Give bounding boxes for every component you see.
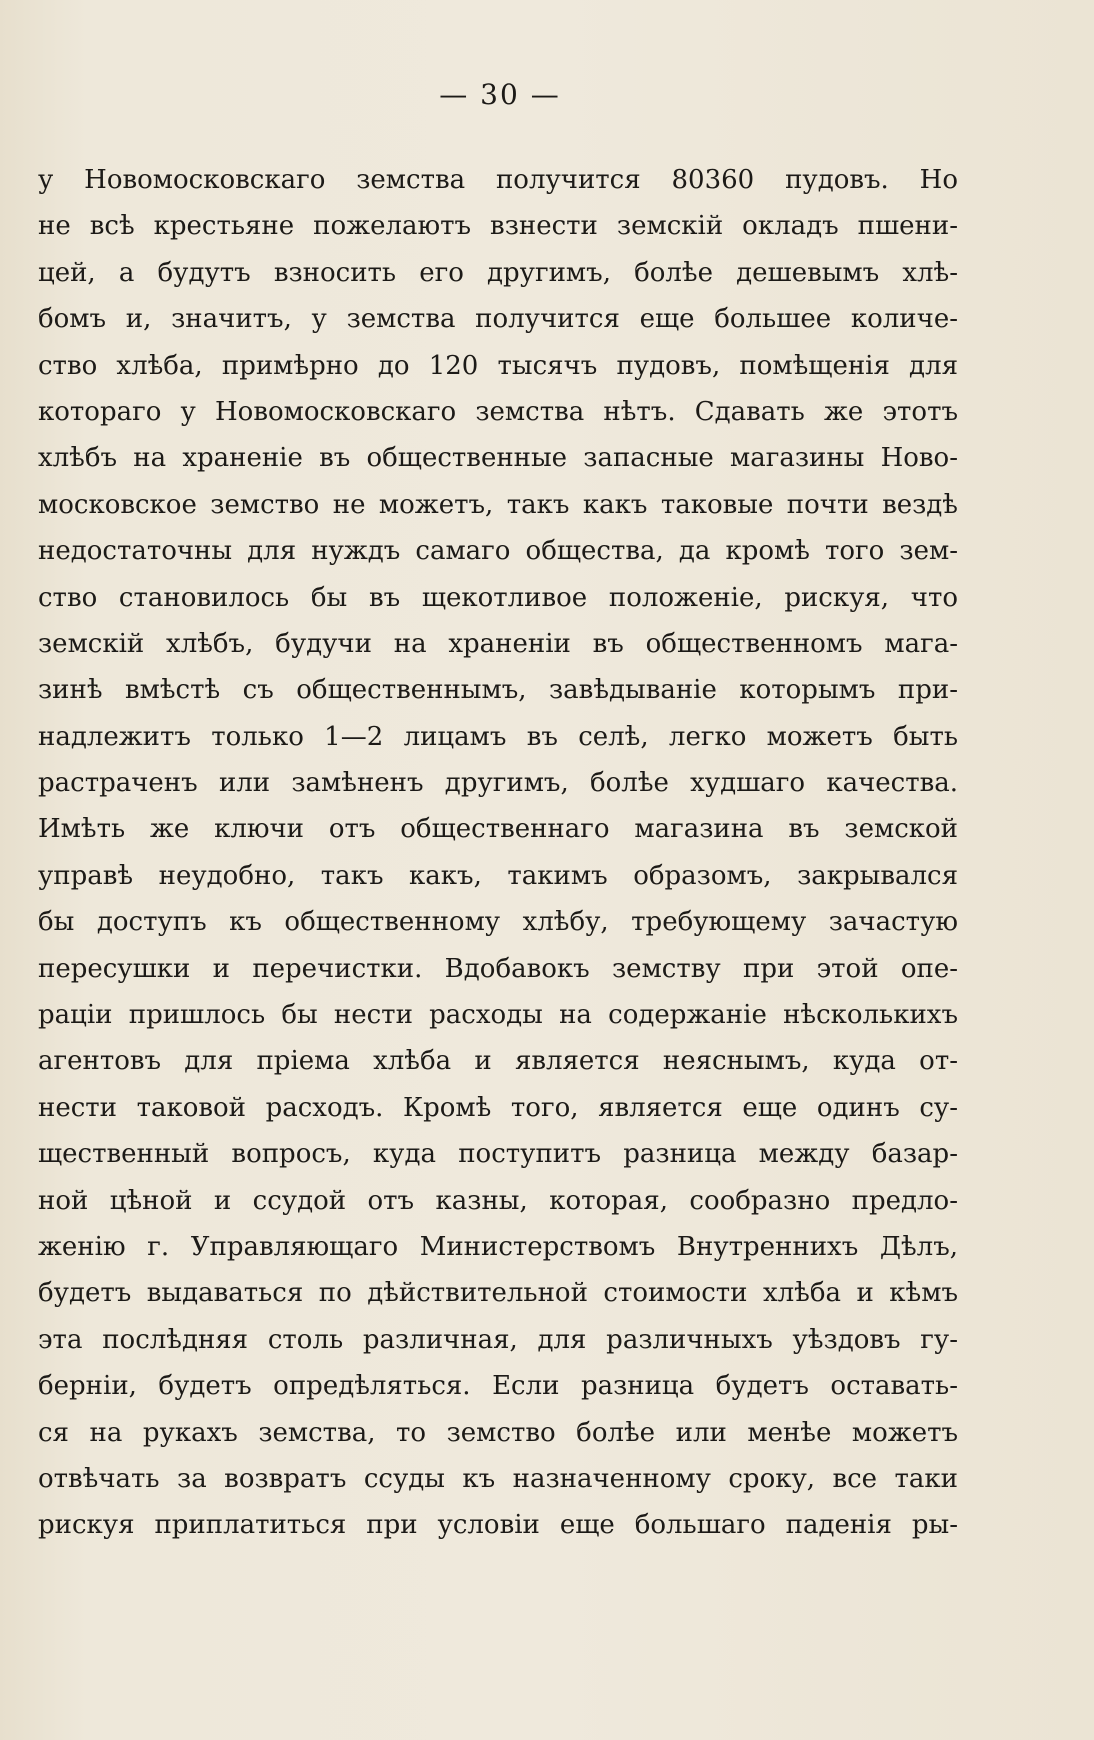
text-line: зинѣ вмѣстѣ съ общественнымъ, завѣдываніе которымъ при-: [38, 675, 958, 706]
text-line: агентовъ для пріема хлѣба и является неяснымъ, куда от-: [38, 1046, 958, 1077]
text-line: земскій хлѣбъ, будучи на храненіи въ общественномъ мага-: [38, 628, 958, 659]
text-line: управѣ неудобно, такъ какъ, такимъ образомъ, закрывался: [38, 860, 958, 891]
text-line: нести таковой расходъ. Кромѣ того, является еще одинъ су-: [38, 1092, 958, 1123]
text-line: пересушки и перечистки. Вдобавокъ земству при этой опе-: [38, 953, 958, 984]
text-line: котораго у Новомосковскаго земства нѣтъ. Сдавать же этотъ: [38, 396, 958, 427]
body-text: [38, 157, 958, 1549]
text-line: рискуя приплатиться при условіи еще большаго паденія ры-: [38, 1510, 958, 1541]
text-line: не всѣ крестьяне пожелаютъ взнести земскій окладъ пшени-: [38, 211, 958, 242]
text-line: отвѣчать за возвратъ ссуды къ назначенному сроку, все таки: [38, 1463, 958, 1494]
text-line: цей, а будутъ взносить его другимъ, болѣе дешевымъ хлѣ-: [38, 257, 958, 288]
text-line: ство хлѣба, примѣрно до 120 тысячъ пудовъ, помѣщенія для: [38, 350, 958, 381]
text-line: хлѣбъ на храненіе въ общественные запасные магазины Ново-: [38, 443, 958, 474]
text-line: ся на рукахъ земства, то земство болѣе или менѣе можетъ: [38, 1417, 958, 1448]
text-line: растраченъ или замѣненъ другимъ, болѣе худшаго качества.: [38, 768, 958, 799]
text-line: эта послѣдняя столь различная, для различныхъ уѣздовъ гу-: [38, 1324, 958, 1355]
text-line: ной цѣной и ссудой отъ казны, которая, сообразно предло-: [38, 1185, 958, 1216]
text-line: бомъ и, значитъ, у земства получится еще большее количе-: [38, 304, 958, 335]
text-line: берніи, будетъ опредѣляться. Если разница будетъ оставать-: [38, 1371, 958, 1402]
page-number: — 30 —: [439, 78, 561, 111]
text-line: будетъ выдаваться по дѣйствительной стоимости хлѣба и кѣмъ: [38, 1278, 958, 1309]
text-line: московское земство не можетъ, такъ какъ таковые почти вездѣ: [38, 489, 958, 520]
text-line: раціи пришлось бы нести расходы на содержаніе нѣсколькихъ: [38, 1000, 958, 1031]
text-line: надлежитъ только 1—2 лицамъ въ селѣ, легко можетъ быть: [38, 721, 958, 752]
text-line: щественный вопросъ, куда поступитъ разница между базар-: [38, 1139, 958, 1170]
text-line: ство становилось бы въ щекотливое положеніе, рискуя, что: [38, 582, 958, 613]
text-line: Имѣть же ключи отъ общественнаго магазина въ земской: [38, 814, 958, 845]
text-line: женію г. Управляющаго Министерствомъ Внутреннихъ Дѣлъ,: [38, 1231, 958, 1262]
text-line: бы доступъ къ общественному хлѣбу, требующему зачастую: [38, 907, 958, 938]
text-line: у Новомосковскаго земства получится 80360 пудовъ. Но: [38, 165, 958, 195]
text-line: недостаточны для нуждъ самаго общества, да кромѣ того зем-: [38, 536, 958, 567]
